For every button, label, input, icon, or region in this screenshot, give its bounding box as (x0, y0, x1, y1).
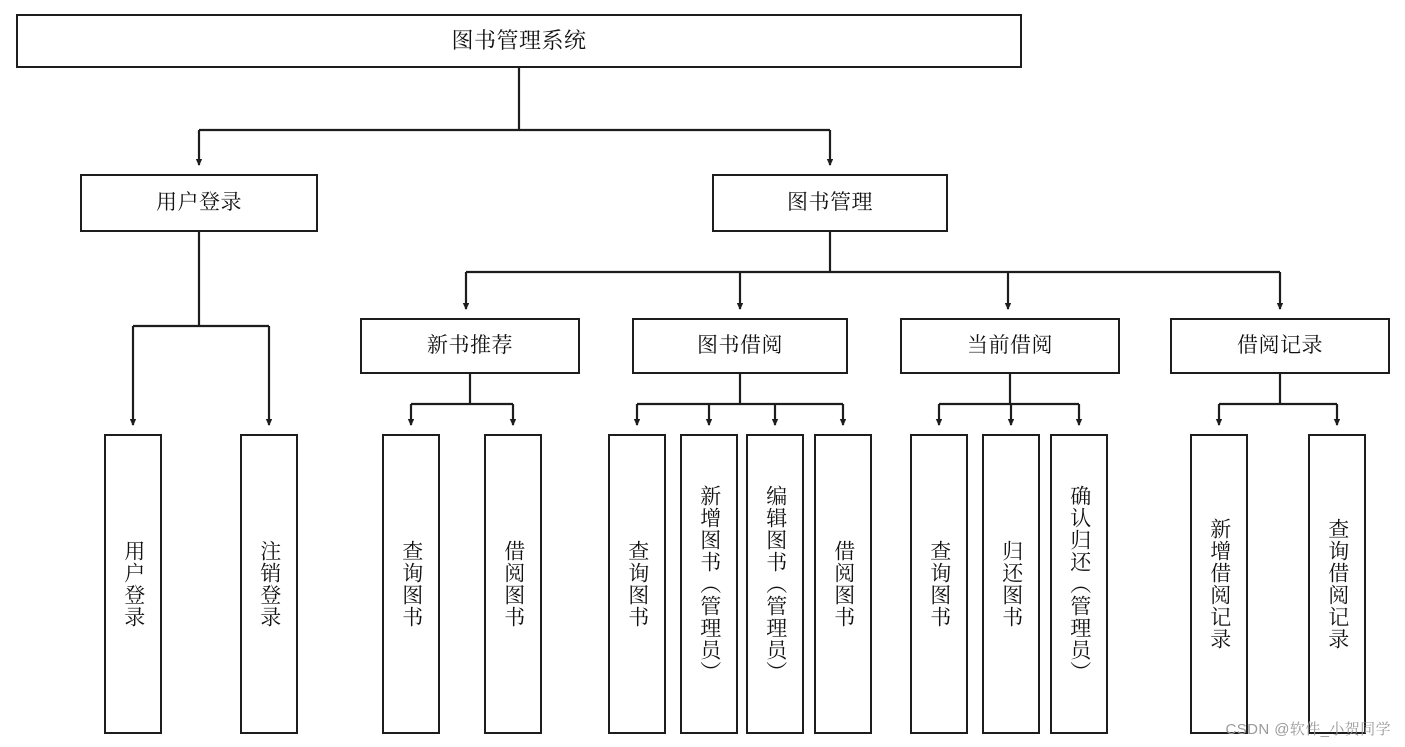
node-borrow-record[interactable]: 借阅记录 (1170, 318, 1390, 374)
leaf-query-book-borrow[interactable]: 查询图书 (608, 434, 666, 734)
leaf-confirm-return-admin[interactable]: 确认归还（管理员） (1050, 434, 1108, 734)
leaf-edit-book-admin[interactable]: 编辑图书（管理员） (746, 434, 804, 734)
leaf-logout[interactable]: 注销登录 (240, 434, 298, 734)
node-book-borrow[interactable]: 图书借阅 (632, 318, 848, 374)
node-book-management[interactable]: 图书管理 (712, 174, 948, 232)
leaf-query-book-current[interactable]: 查询图书 (910, 434, 968, 734)
leaf-query-borrow-record[interactable]: 查询借阅记录 (1308, 434, 1366, 734)
watermark-text: CSDN @软件_小贺同学 (1225, 721, 1391, 738)
node-current-borrow[interactable]: 当前借阅 (900, 318, 1120, 374)
leaf-return-book[interactable]: 归还图书 (982, 434, 1040, 734)
leaf-borrow-book[interactable]: 借阅图书 (814, 434, 872, 734)
leaf-user-login[interactable]: 用户登录 (104, 434, 162, 734)
node-user-login[interactable]: 用户登录 (80, 174, 318, 232)
leaf-query-book-new[interactable]: 查询图书 (382, 434, 440, 734)
leaf-add-book-admin[interactable]: 新增图书（管理员） (680, 434, 738, 734)
node-root[interactable]: 图书管理系统 (16, 14, 1022, 68)
leaf-borrow-book-new[interactable]: 借阅图书 (484, 434, 542, 734)
node-new-book-recommend[interactable]: 新书推荐 (360, 318, 580, 374)
leaf-add-borrow-record[interactable]: 新增借阅记录 (1190, 434, 1248, 734)
